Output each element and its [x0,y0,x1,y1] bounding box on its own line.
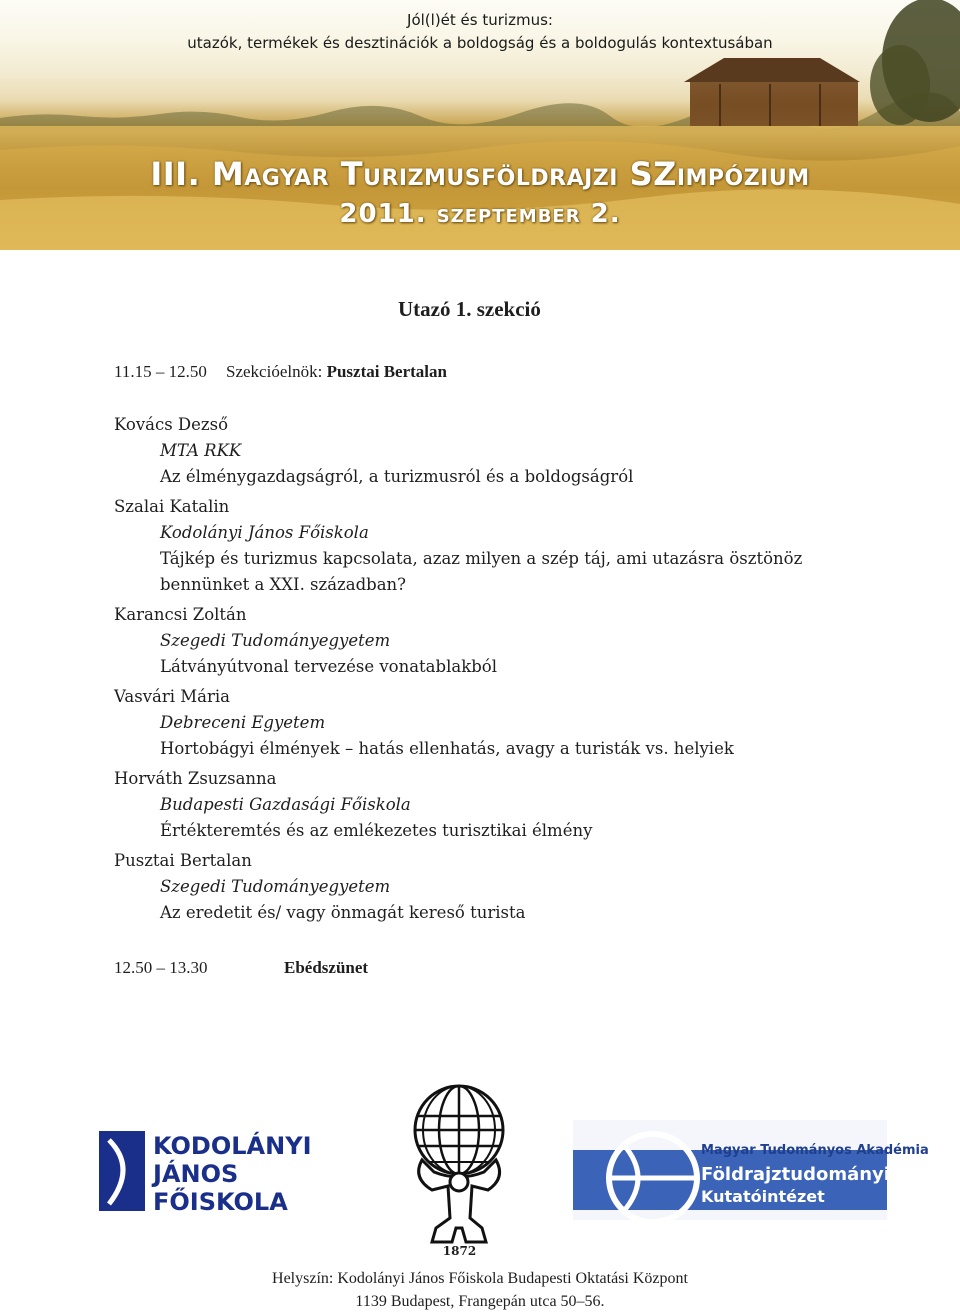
talk-speaker: Kovács Dezső [114,415,229,434]
mta-line3: Kutatóintézet [701,1187,825,1206]
talk-speaker: Horváth Zsuzsanna [114,769,277,788]
talk-item [114,766,834,844]
banner-subtitle-line1: Jól(l)ét és turizmus: [407,11,553,29]
section-title: Utazó 1. szekció [398,297,541,321]
kjf-line2: JÁNOS [153,1160,239,1188]
mta-line2: Földrajztudományi [701,1164,890,1185]
talk-item [114,412,834,490]
talk-title: Az élménygazdagságról, a turizmusról és a boldogságról [160,467,634,486]
talk-title: Az eredetit és/ vagy önmagát kereső turista [160,903,526,922]
mta-line1: Magyar Tudományos Akadémia [701,1143,929,1158]
talk-speaker: Vasvári Mária [114,687,231,706]
symposium-date: 2011. szeptember 2. [339,199,621,229]
talk-speaker: Pusztai Bertalan [114,851,252,870]
chair-label: Szekcióelnök: [226,362,323,381]
lunch-break-line [114,958,368,978]
banner-subtitle-line2: utazók, termékek és desztinációk a boldogság és a boldogulás kontextusában [187,34,773,52]
chair-name: Pusztai Bertalan [326,362,447,381]
mta-institute-logo [573,1120,929,1220]
talk-item [114,848,834,926]
atlas-globe-emblem [392,1078,527,1260]
lunch-label: Ebédszünet [284,958,369,977]
lunch-time: 12.50 – 13.30 [114,958,208,977]
talk-affiliation: Szegedi Tudományegyetem [160,877,391,896]
talk-list [114,412,834,930]
symposium-title: III. Magyar Turizmusföldrajzi SZimpózium [150,155,810,193]
talk-affiliation: MTA RKK [160,441,242,460]
talk-title: Hortobágyi élmények – hatás ellenhatás, avagy a turisták vs. helyiek [160,739,734,758]
section-chair-line [114,362,447,382]
venue-line: Helyszín: Kodolányi János Főiskola Budapesti Oktatási Központ [272,1270,688,1287]
talk-affiliation: Szegedi Tudományegyetem [160,631,391,650]
kodolanyi-logo [97,1128,319,1214]
talk-affiliation: Budapesti Gazdasági Főiskola [160,795,411,814]
talk-speaker: Szalai Katalin [114,497,230,516]
talk-speaker: Karancsi Zoltán [114,605,247,624]
section-time: 11.15 – 12.50 [114,362,207,381]
talk-item [114,602,834,680]
talk-title: Tájkép és turizmus kapcsolata, azaz milyen a szép táj, ami utazásra ösztönöz bennünket a XXI. században? [160,549,803,594]
kjf-line1: KODOLÁNYI [153,1132,312,1160]
talk-title: Látványútvonal tervezése vonatablakból [160,657,497,676]
talk-affiliation: Kodolányi János Főiskola [160,523,369,542]
kjf-line3: FŐISKOLA [153,1188,288,1216]
talk-affiliation: Debreceni Egyetem [160,713,326,732]
header-banner [0,0,960,250]
talk-item [114,494,834,598]
talk-title: Értékteremtés és az emlékezetes turisztikai élmény [160,821,593,840]
atlas-year: 1872 [442,1244,477,1258]
talk-item [114,684,834,762]
venue-address: 1139 Budapest, Frangepán utca 50–56. [355,1293,605,1310]
